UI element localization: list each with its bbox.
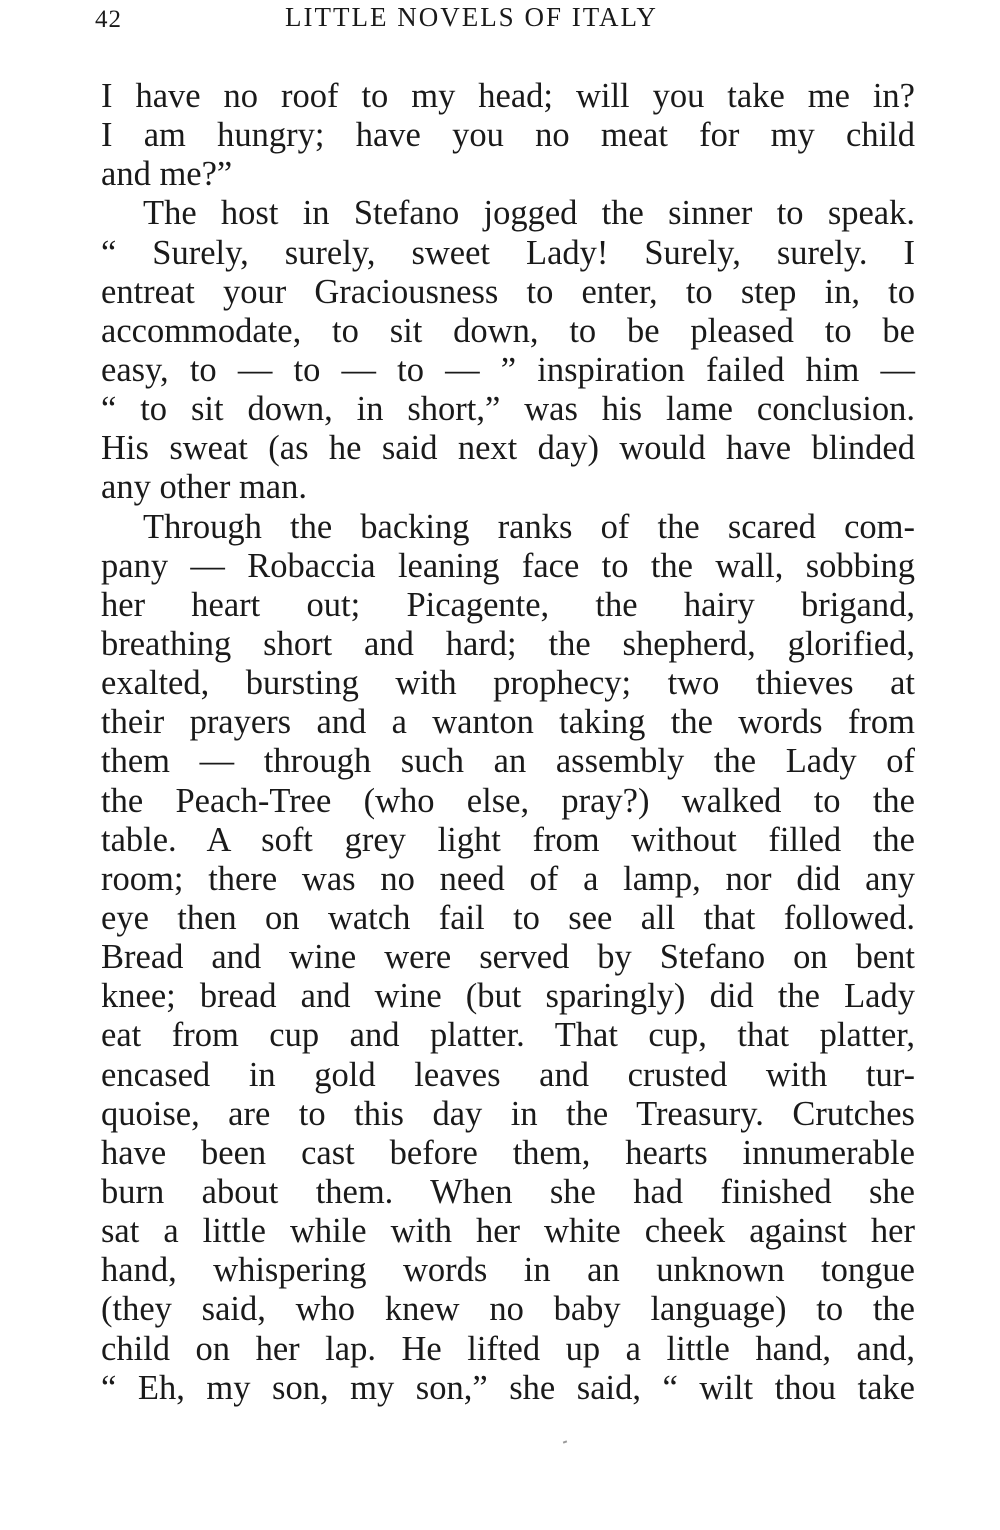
text-line: table. A soft grey light from without filled the <box>101 820 915 859</box>
text-line: exalted, bursting with prophecy; two thieves at <box>101 664 915 703</box>
text-line: “ Eh, my son, my son,” she said, “ wilt thou take <box>101 1368 915 1407</box>
text-line: room; there was no need of a lamp, nor did any <box>101 859 915 898</box>
text-line: child on her lap. He lifted up a little hand, and, <box>101 1329 915 1368</box>
body-text <box>101 77 915 1408</box>
text-line: and me?” <box>101 155 233 194</box>
text-line: easy, to — to — to — ” inspiration failed him — <box>101 350 915 389</box>
text-line: hand, whispering words in an unknown tongue <box>101 1251 915 1290</box>
text-line: I have no roof to my head; will you take me in? <box>101 77 915 115</box>
text-line: knee; bread and wine (but sparingly) did the Lady <box>101 977 915 1016</box>
ink-speck <box>563 1440 567 1443</box>
text-line: pany — Robaccia leaning face to the wall, sobbing <box>101 546 915 585</box>
text-line: their prayers and a wanton taking the words from <box>101 703 915 742</box>
text-line: entreat your Graciousness to enter, to step in, to <box>101 272 915 311</box>
text-line: the Peach-Tree (who else, pray?) walked to the <box>101 781 915 820</box>
text-line: sat a little while with her white cheek against her <box>101 1212 915 1251</box>
text-line: The host in Stefano jogged the sinner to speak. <box>143 194 915 233</box>
page-number: 42 <box>95 6 122 33</box>
text-line: them — through such an assembly the Lady of <box>101 742 915 781</box>
running-title: LITTLE NOVELS OF ITALY <box>285 2 658 32</box>
text-line: His sweat (as he said next day) would have blinded <box>101 429 915 468</box>
text-line: Bread and wine were served by Stefano on bent <box>101 938 915 977</box>
text-line: “ Surely, surely, sweet Lady! Surely, surely. I <box>101 233 915 272</box>
text-line: her heart out; Picagente, the hairy brigand, <box>101 585 915 624</box>
text-line: breathing short and hard; the shepherd, glorified, <box>101 624 915 663</box>
text-line: (they said, who knew no baby language) to the <box>101 1290 915 1329</box>
running-head <box>95 2 915 42</box>
text-line: I am hungry; have you no meat for my child <box>101 116 915 155</box>
text-line: encased in gold leaves and crusted with tur- <box>101 1055 915 1094</box>
text-line: any other man. <box>101 468 307 507</box>
text-line: have been cast before them, hearts innumerable <box>101 1133 915 1172</box>
text-line: burn about them. When she had finished she <box>101 1172 915 1211</box>
text-line: eye then on watch fail to see all that followed. <box>101 898 915 937</box>
text-line: Through the backing ranks of the scared com- <box>143 507 915 546</box>
text-line: “ to sit down, in short,” was his lame conclusion. <box>101 390 915 429</box>
text-line: eat from cup and platter. That cup, that platter, <box>101 1016 915 1055</box>
text-line: accommodate, to sit down, to be pleased to be <box>101 311 915 350</box>
text-line: quoise, are to this day in the Treasury. Crutches <box>101 1094 915 1133</box>
